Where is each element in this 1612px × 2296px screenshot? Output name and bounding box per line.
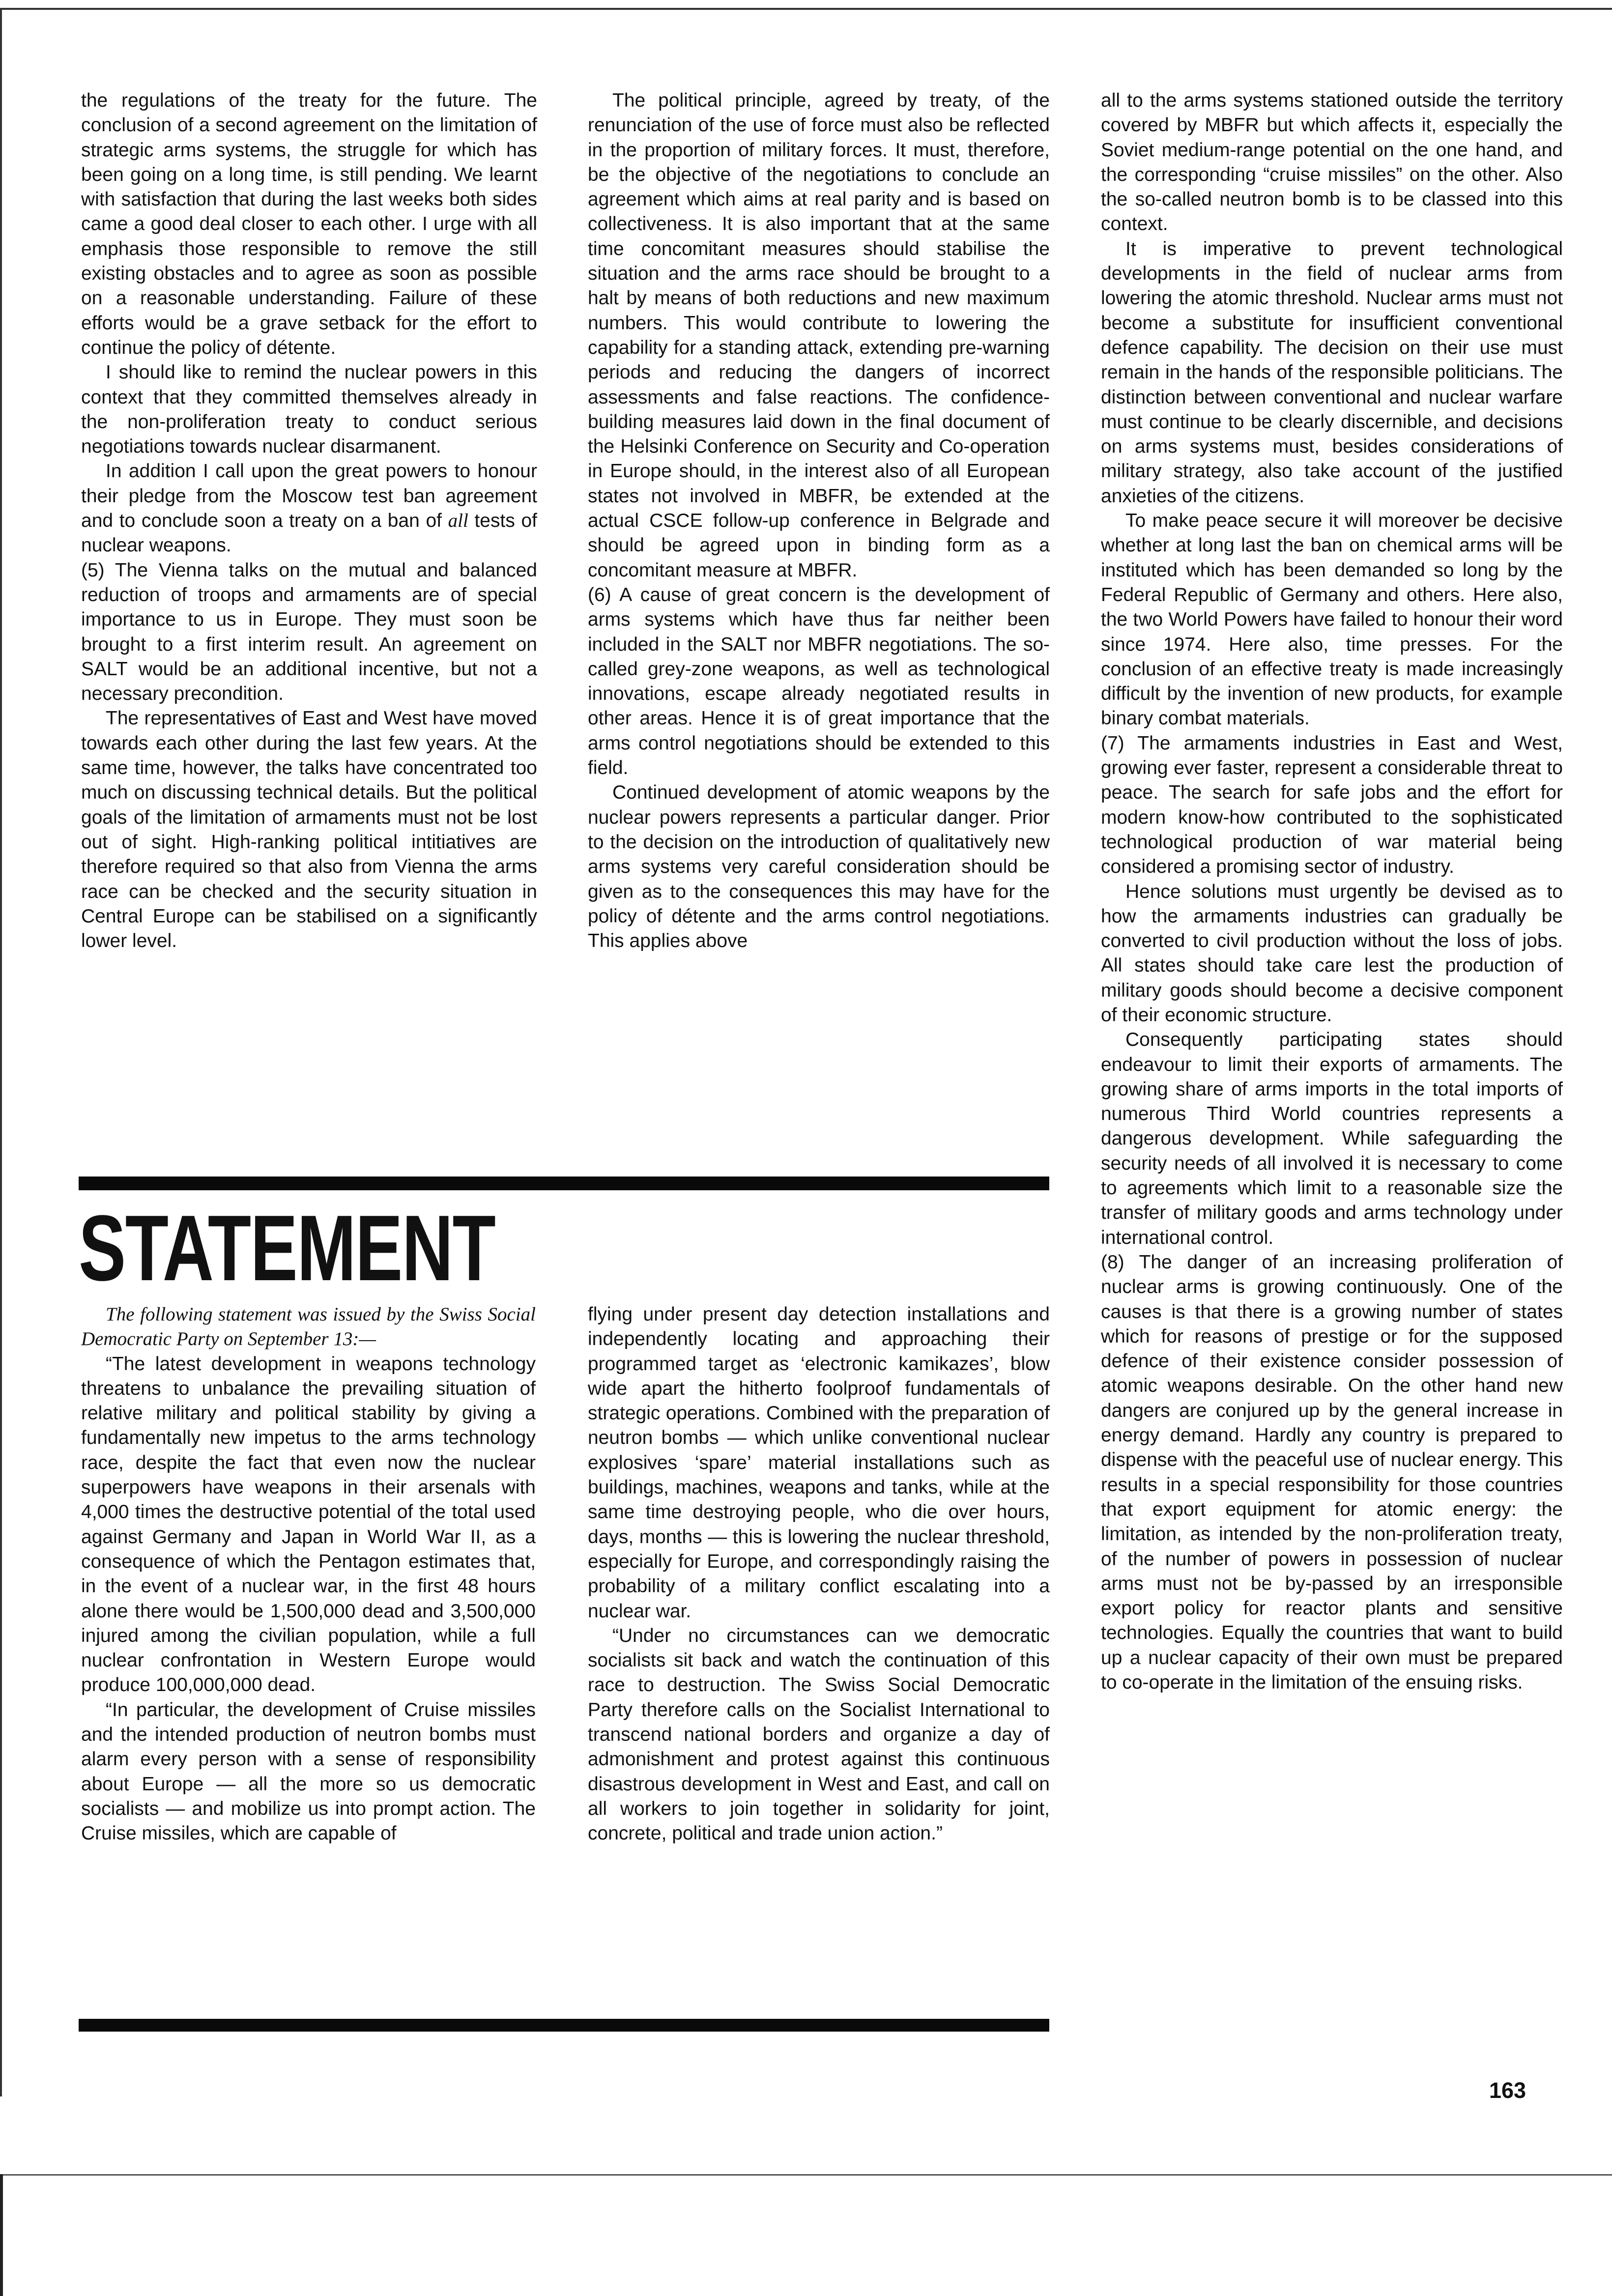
paragraph: flying under present day detection installations and independently locating and approaching their programmed target as ‘electronic kamikazes’, blow wide apart the hitherto foolproof fundamentals of strategic operations. Combined with the preparation of neutron bombs — which unlike conventional nuclear explosives ‘spare’ material installations such as buildings, machines, weapons and tanks, while at the same time destroying people, who die over hours, days, months — this is lowering the nuclear threshold, especially for Europe, and correspondingly raising the probability of a military conflict escalating into a nuclear war. [588,1304,1050,1622]
paragraph: I should like to remind the nuclear powers in this context that they committed themselves already in the non-proliferation treaty to conduct serious negotiations towards nuclear disarmanent. [81,362,537,458]
paragraph: “Under no circumstances can we democratic socialists sit back and watch the continuation of this race to destruction. The Swiss Social Democratic Party therefore calls on the Socialist International to transcend national borders and organize a day of admonishment and protest against this continuous disastrous development in West and East, and call on all workers to join together in solidarity for joint, concrete, political and trade union action.” [588,1625,1050,1844]
paragraph: Hence solutions must urgently be devised as to how the armaments industries can gradually be converted to civil production without the loss of jobs. All states should take care lest the production of military goods should become a decisive component of their economic structure. [1101,881,1563,1026]
page-top-rule [0,8,1612,10]
page-left-rule [0,8,2,2096]
paragraph: (5) The Vienna talks on the mutual and balanced reduction of troops and armaments are of special importance to us in Europe. They must soon be brought to a first interim result. An agreement on SALT would be an additional incentive, but not a necessary precondition. [81,559,537,705]
statement-box-top-bar [79,1177,1049,1190]
page-corner-mark [0,2174,3,2296]
paragraph: To make peace secure it will moreover be decisive whether at long last the ban on chemical arms will be instituted which has been demanded so long by the Federal Republic of Germany and others. Here also, the two World Powers have failed to honour their word since 1974. Here also, time presses. For the conclusion of an effective treaty is made increasingly difficult by the invention of new products, for example binary combat materials. [1101,510,1563,729]
statement-column-1 [81,1302,536,1846]
paragraph: Continued development of atomic weapons by the nuclear powers represents a particular danger. Prior to the decision on the introduction of qualitatively new arms systems very careful consideration should be given as to the consequences this may have for the policy of détente and the arms control negotiations. This applies above [588,782,1050,952]
paragraph: “In particular, the development of Cruise missiles and the intended production of neutron bombs must alarm every person with a sense of responsibility about Europe — all the more so us democratic socialists — and mobilize us into prompt action. The Cruise missiles, which are capable of [81,1699,536,1844]
paragraph: In addition I call upon the great powers to honour their pledge from the Moscow test ban agreement and to conclude soon a treaty on a ban of all tests of nuclear weapons. [81,460,537,556]
article-column-2 [588,88,1050,953]
paragraph: It is imperative to prevent technological developments in the field of nuclear arms from lowering the atomic threshold. Nuclear arms must not become a substitute for insufficient conventional defence capability. The decision on their use must remain in the hands of the responsible politicians. The distinction between conventional and nuclear warfare must continue to be clearly discernible, and decisions on arms systems must, besides considerations of military strategy, also take account of the justified anxieties of the citizens. [1101,238,1563,507]
paragraph: The political principle, agreed by treaty, of the renunciation of the use of force must also be reflected in the proportion of military forces. It must, therefore, be the objective of the negotiations to conclude an agreement which aims at real parity and is based on collectiveness. It is also important that at the same time concomitant measures should stabilise the situation and the arms race should be brought to a halt by means of both reductions and new maximum numbers. This would contribute to lowering the capability for a standing attack, extending pre-warning periods and reducing the dangers of incorrect assessments and false reactions. The confidence-building measures laid down in the final document of the Helsinki Conference on Security and Co-operation in Europe should, in the interest also of all European states not involved in MBFR, be extended at the actual CSCE follow-up conference in Belgrade and should be agreed upon in binding form as a concomitant measure at MBFR. [588,90,1050,581]
paragraph: the regulations of the treaty for the future. The conclusion of a second agreement on the limitation of strategic arms systems, the struggle for which has been going on a long time, is still pending. We learnt with satisfaction that during the last weeks both sides came a good deal closer to each other. I urge with all emphasis those responsible to remove the still existing obstacles and to agree as soon as possible on a reasonable understanding. Failure of these efforts would be a grave setback for the effort to continue the policy of détente. [81,90,537,358]
paragraph: all to the arms systems stationed outside the territory covered by MBFR but which affects it, especially the Soviet medium-range potential on the one hand, and the corresponding “cruise missiles” on the other. Also the so-called neutron bomb is to be classed into this context. [1101,90,1563,235]
paragraph: The representatives of East and West have moved towards each other during the last few years. At the same time, however, the talks have concentrated too much on discussing technical details. But the political goals of the limitation of armaments must not be lost out of sight. High-ranking political intitiatives are therefore required so that also from Vienna the arms race can be checked and the security situation in Central Europe can be stabilised on a significantly lower level. [81,708,537,952]
paragraph: (7) The armaments industries in East and West, growing ever faster, represent a considerable threat to peace. The search for safe jobs and the effort for modern know-how contributed to the sophisticated technological production of war material being considered a promising sector of industry. [1101,732,1563,878]
paragraph: Consequently participating states should endeavour to limit their exports of armaments. The growing share of arms imports in the total imports of numerous Third World countries represents a dangerous development. While safeguarding the security needs of all involved it is necessary to come to agreements which limit to a reasonable size the transfer of military goods and arms technology under international control. [1101,1029,1563,1248]
statement-heading: STATEMENT [79,1196,495,1300]
paragraph: (8) The danger of an increasing proliferation of nuclear arms is growing continuously. One of the causes is that there is a growing number of states which for reasons of prestige or for the supposed defence of their existence consider possession of atomic weapons desirable. On the other hand new dangers are conjured up by the general increase in energy demand. Hardly any country is prepared to dispense with the peaceful use of nuclear energy. This results in a special responsibility for those countries that export equipment for atomic energy: the limitation, as intended by the non-proliferation treaty, of the number of powers in possession of nuclear arms must not be by-passed by an irresponsible export policy for reactor plants and sensitive technologies. Equally the countries that want to build up a nuclear capacity of their own must be prepared to co-operate in the limitation of the ensuing risks. [1101,1251,1563,1693]
paragraph: “The latest development in weapons technology threatens to unbalance the prevailing situation of relative military and political stability by giving a fundamentally new impetus to the arms technology race, despite the fact that even now the nuclear superpowers have weapons in their arsenals with 4,000 times the destructive potential of the total used against Germany and Japan in World War II, as a consequence of which the Pentagon estimates that, in the event of a nuclear war, in the first 48 hours alone there would be 1,500,000 dead and 3,500,000 injured among the civilian population, while a full nuclear confrontation in Western Europe would produce 100,000,000 dead. [81,1353,536,1696]
article-column-3 [1101,88,1563,1695]
article-column-1 [81,88,537,953]
paragraph: (6) A cause of great concern is the development of arms systems which have thus far neither been included in the SALT nor MBFR negotiations. The so-called grey-zone weapons, as well as technological innovations, escape already negotiated results in other areas. Hence it is of great importance that the arms control negotiations should be extended to this field. [588,584,1050,779]
statement-column-2 [588,1302,1050,1846]
statement-box-bottom-bar [79,2019,1049,2032]
emphasis: all [448,510,468,532]
page-bottom-rule [0,2174,1612,2176]
page-number: 163 [1489,2078,1526,2103]
statement-intro: The following statement was issued by the Swiss Social Democratic Party on September 13:— [81,1304,536,1350]
